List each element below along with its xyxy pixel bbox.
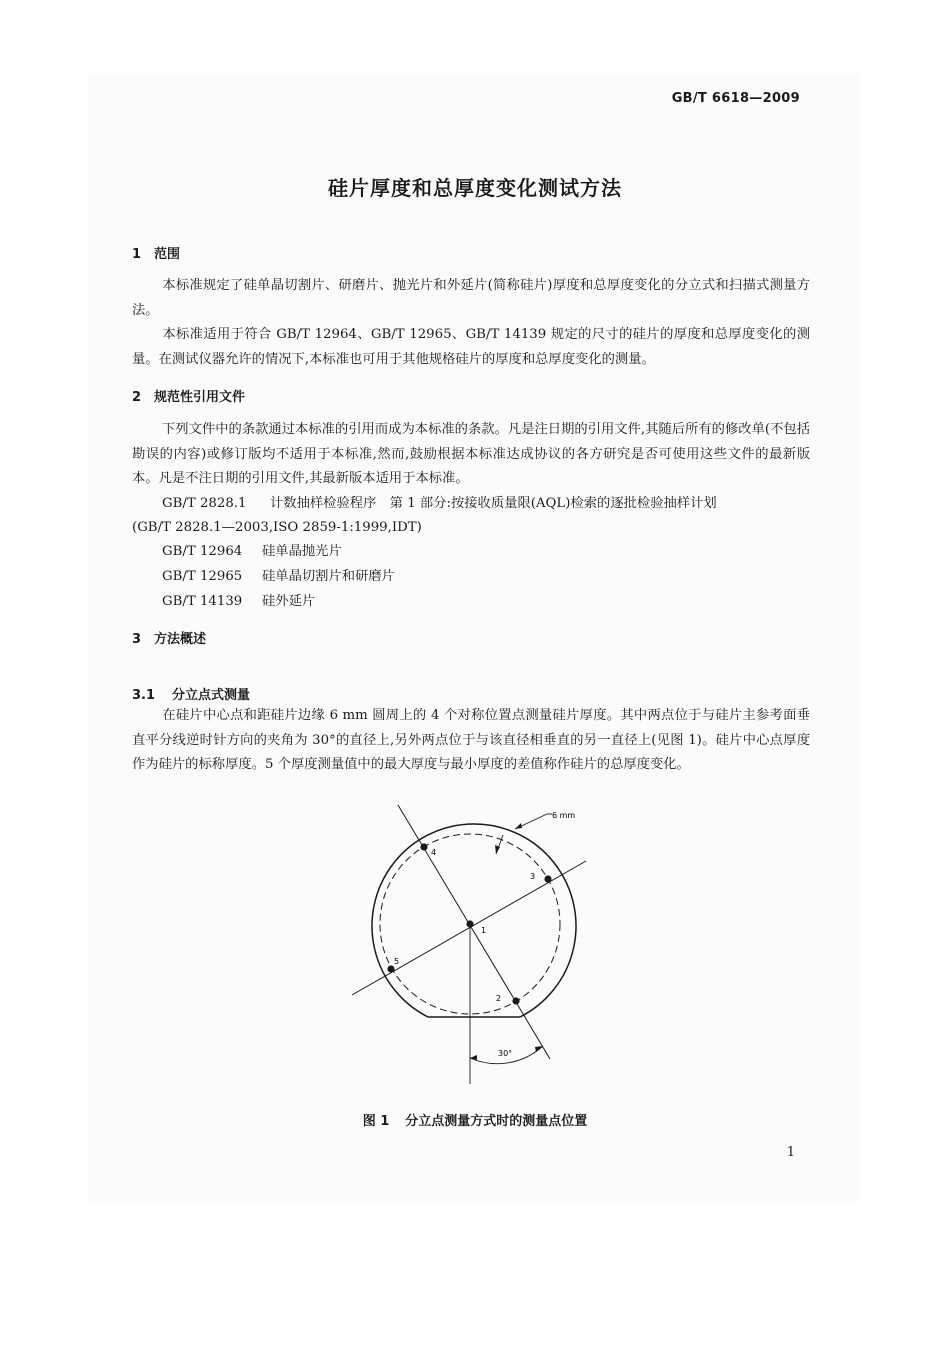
section-1-heading (132, 243, 180, 262)
section-1-number: 1 (132, 247, 142, 262)
section-1-paragraph-2-text: 本标准适用于符合 GB/T 12964、GB/T 12965、GB/T 14139 规定的尺寸的硅片的厚度和总厚度变化的测量。在测试仪器允许的情况下,本标准也可用于其他规格硅片的厚度和总厚度变化的测量。 (132, 327, 810, 367)
reference-title: 硅单晶切割片和研磨片 (262, 569, 395, 584)
diameter-30deg (398, 805, 550, 1059)
figure-caption-number: 图 1 (362, 1114, 390, 1129)
section-3-heading (132, 628, 206, 647)
section-1-title: 范围 (154, 247, 181, 262)
section-2-title: 规范性引用文件 (154, 390, 246, 405)
section-2-paragraph-1-text: 下列文件中的条款通过本标准的引用而成为本标准的条款。凡是注日期的引用文件,其随后所有的修改单(不包括勘误的内容)或修订版均不适用于本标准,然而,鼓励根据本标准达成协议的各方研究是否可使用这些文件的最新版本。凡是不注日期的引用文件,其最新版本适用于本标准。 (132, 422, 810, 486)
reference-item (162, 590, 315, 614)
section-1-paragraph-1 (132, 274, 810, 323)
figure-caption-text: 分立点测量方式时的测量点位置 (405, 1114, 588, 1129)
reference-title: 硅单晶抛光片 (262, 544, 342, 559)
measurement-point-1 (466, 920, 473, 927)
page-number: 1 (786, 1145, 795, 1160)
point-label-3: 3 (530, 872, 536, 881)
section-2-heading (132, 386, 245, 405)
reference-code: GB/T 14139 (162, 594, 243, 609)
angle-label: 30° (498, 1049, 513, 1058)
reference-code: GB/T 12965 (162, 569, 243, 584)
standard-number: GB/T 6618—2009 (671, 91, 800, 106)
figure-caption (0, 1110, 950, 1129)
measurement-point-2 (512, 997, 519, 1004)
section-3-number: 3 (132, 632, 142, 647)
measurement-point-5 (387, 965, 394, 972)
dimension-arrow-outer (515, 823, 522, 829)
point-label-5: 5 (394, 957, 400, 966)
point-label-1: 1 (481, 926, 487, 935)
angle-arrow-right (535, 1046, 543, 1052)
reference-item (162, 492, 717, 516)
reference-item (162, 565, 395, 589)
section-3-paragraph-1 (132, 704, 810, 778)
section-1-paragraph-2 (132, 323, 810, 372)
measurement-point-4 (420, 843, 427, 850)
section-2-paragraph-1 (132, 418, 810, 492)
section-2-number: 2 (132, 390, 142, 405)
reference-code: GB/T 2828.1 (162, 496, 247, 511)
reference-item (162, 540, 342, 564)
reference-title: 计数抽样检验程序 第 1 部分:按接收质量限(AQL)检索的逐批检验抽样计划 (270, 496, 717, 511)
point-label-4: 4 (431, 848, 437, 857)
document-title: 硅片厚度和总厚度变化测试方法 (328, 176, 622, 200)
section-3-paragraph-1-text: 在硅片中心点和距硅片边缘 6 mm 圆周上的 4 个对称位置点测量硅片厚度。其中两点位于与硅片主参考面垂直平分线逆时针方向的夹角为 30°的直径上,另外两点位于与该直径相垂直的另一直径上(见图 1)。硅片中心点厚度作为硅片的标称厚度。5 个厚度测量值中的最大厚度与最小厚度的差值称作硅片的总厚度变化。 (132, 708, 810, 772)
reference-item-continuation: (GB/T 2828.1—2003,ISO 2859-1:1999,IDT) (132, 520, 422, 535)
section-1-paragraph-1-text: 本标准规定了硅单晶切割片、研磨片、抛光片和外延片(简称硅片)厚度和总厚度变化的分立式和扫描式测量方法。 (132, 278, 810, 318)
section-3-title: 方法概述 (154, 632, 207, 647)
wafer-outline (372, 824, 576, 1017)
subsection-3-1-title: 分立点式测量 (172, 688, 251, 703)
dimension-label: 6 mm (552, 811, 576, 820)
reference-title: 硅外延片 (262, 594, 316, 609)
measurement-point-3 (544, 875, 551, 882)
subsection-3-1-heading (132, 684, 250, 703)
reference-code: GB/T 12964 (162, 544, 243, 559)
point-label-2: 2 (496, 994, 502, 1003)
wafer-measurement-diagram (340, 802, 620, 1092)
subsection-3-1-number: 3.1 (132, 688, 156, 703)
